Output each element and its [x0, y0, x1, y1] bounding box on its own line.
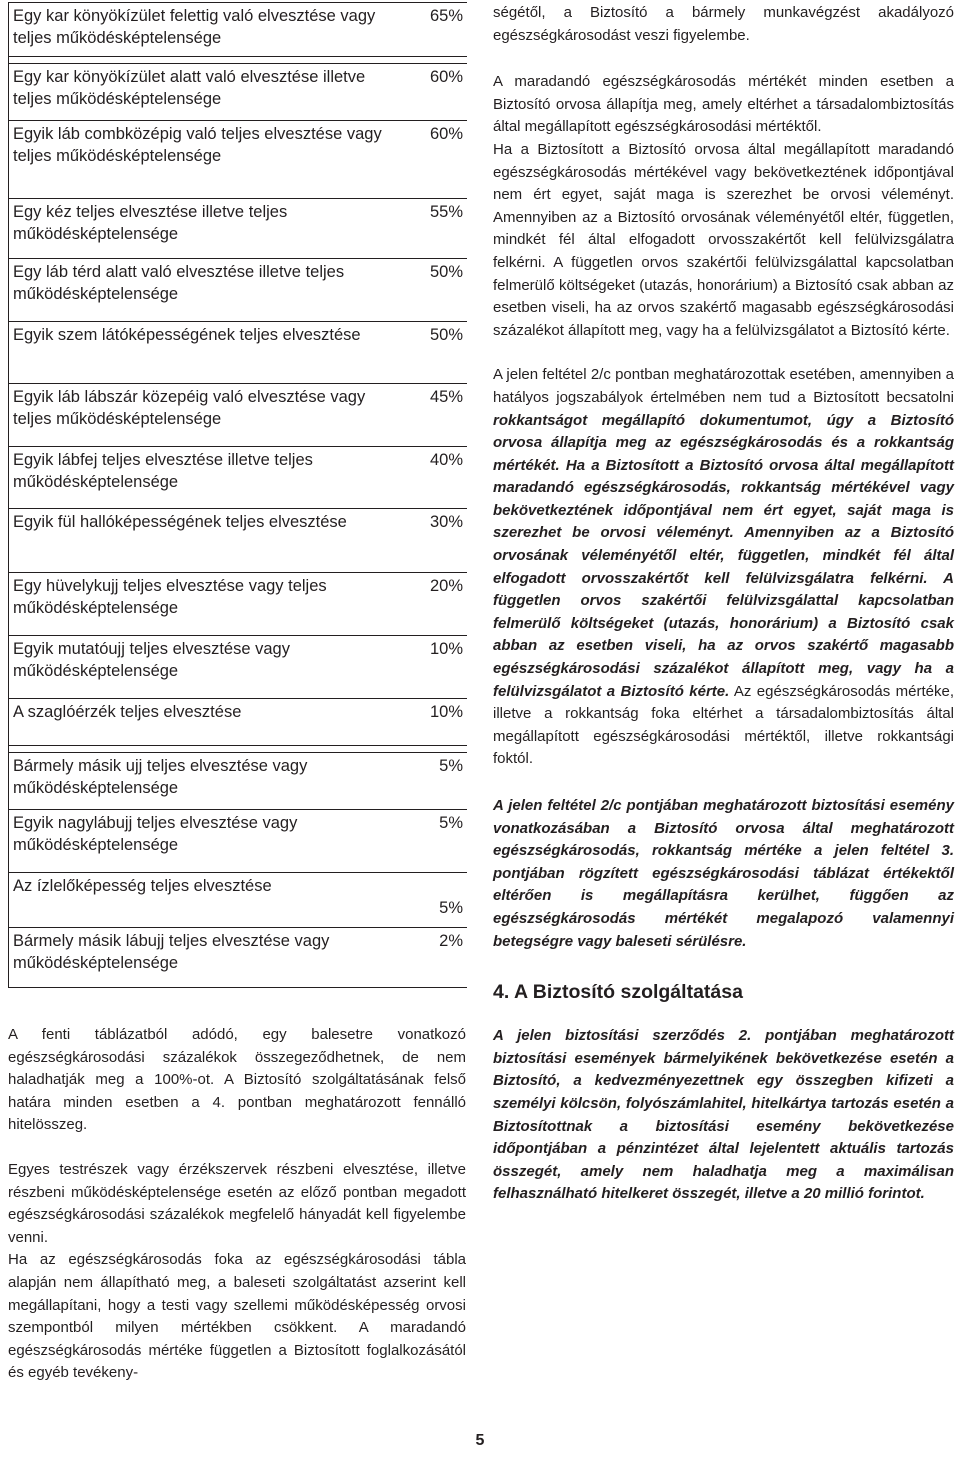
table-row-label: Egyik láb combközépig való teljes elvesztése vagy teljes működésképtelensége [13, 125, 382, 165]
clause-2c-tail: Az egészségkárosodás mértéke, illetve a rokkantság foka eltérhet a társadalombiztosítás által megállapított egészségkárosodási mértéktől, illetve rokkantsági foktól. [493, 682, 954, 768]
table-row [9, 928, 467, 988]
table-row-label: Egy kar könyökízület felettig való elvesztése vagy teljes működésképtelensége [13, 7, 376, 47]
table-row [9, 259, 467, 322]
table-row-label: A szaglóérzék teljes elvesztése [13, 703, 242, 721]
table-spacer [9, 57, 467, 64]
disability-percentage-table [8, 2, 467, 988]
assessment-paragraph: Ha az egészségkárosodás foka az egészségkárosodási tábla alapján nem állapítható meg, a baleseti szolgáltatást azserint kell megállapítani, hogy a testi vagy szellemi működésképesség orvosi szempontból milyen mértékben csökkent. A maradandó egészségkárosodás mértéke független a Biztosított foglalkozásától és egyéb tevékeny- [8, 1251, 466, 1382]
table-row-label: Egyik fül hallóképességének teljes elvesztése [13, 513, 347, 531]
table-row-value: 50% [429, 326, 463, 344]
table-row-value: 5% [439, 814, 463, 832]
table-row-value: 20% [429, 577, 463, 595]
table-spacer [9, 746, 467, 753]
table-row-label: Bármely másik lábujj teljes elvesztése vagy működésképtelensége [13, 932, 330, 972]
table-row-value: 30% [429, 513, 463, 531]
table-row-value: 60% [429, 125, 463, 143]
table-row [9, 509, 467, 573]
table-row [9, 699, 467, 746]
table-row-label: Egyik mutatóujj teljes elvesztése vagy működésképtelensége [13, 640, 290, 680]
table-row-label: Egy kar könyökízület alatt való elvesztése illetve teljes működésképtelensége [13, 68, 366, 108]
table-row [9, 636, 467, 699]
table-row [9, 753, 467, 810]
right-column [493, 2, 954, 1206]
table-row [9, 447, 467, 509]
table-row [9, 199, 467, 259]
assessment-by-doctor-paragraph: A maradandó egészségkárosodás mértékét minden esetben a Biztosító orvosa állapítja meg, amely eltérhet a társadalombiztosítás által megállapított egészségkárosodási mértéktől. [493, 73, 954, 136]
table-row-value: 55% [429, 203, 463, 221]
table-row [9, 64, 467, 121]
table-row [9, 121, 467, 199]
table-row-value: 40% [429, 451, 463, 469]
table-row-value: 5% [439, 899, 463, 917]
table-row [9, 322, 467, 384]
table-row-value: 60% [429, 68, 463, 86]
clause-2c-table-paragraph: A jelen feltétel 2/c pontjában meghatározott biztosítási esemény vonatkozásában a Biztosító orvosa által meghatározott egészségkárosodás, rokkantság mértéke a jelen feltétel 3. pontjában rögzített egészségkárosodási táblázat értékektől eltérően is megállapításra kerülhet, függően az egészségkárosodás mértékét megalapozó valamennyi betegségre vagy baleseti sérülésre. [493, 797, 954, 950]
table-row-label: Egy kéz teljes elvesztése illetve teljes működésképtelensége [13, 203, 288, 243]
table-row-value: 5% [439, 757, 463, 775]
table-row-label: Az ízlelőképesség teljes elvesztése [13, 877, 272, 895]
table-row-label: Egyik láb lábszár közepéig való elvesztése vagy teljes működésképtelensége [13, 388, 366, 428]
clause-2c-text: A jelen feltétel 2/c pontban meghatározottak esetében, amennyiben a hatályos jogszabályok értelmében nem tud a Biztosított becsatolni [493, 366, 954, 406]
table-row-label: Egyik lábfej teljes elvesztése illetve teljes működésképtelensége [13, 451, 313, 491]
partial-loss-paragraph: Egyes testrészek vagy érzékszervek részbeni elvesztése, illetve részbeni működésképtelensége esetén az előző pontban megadott egészségkárosodási százalékok megfelelő hányadát kell figyelembe venni. [8, 1160, 466, 1246]
table-row-value: 45% [429, 388, 463, 406]
disagreement-paragraph: Ha a Biztosított a Biztosító orvosa által megállapított maradandó egészségkárosodás mértékével vagy bekövetkeztének időpontjával nem ért egyet, saját maga is szerezhet be orvosi véleményt. Amennyiben az a Biztosító orvosának véleményétől eltér, független, mindkét fél által elfogadott orvosszakértőt kell felülvizsgálatra felkérni. A független orvos szakértői felülvizsgálattal kapcsolatban felmerülő költségeket (utazás, honorárium) a Biztosító csak abban az esetben viseli, ha az orvos szakértő magasabb egészségkárosodási százalékot állapított meg, vagy ha a felülvizsgálatot a Biztosító kérte. [493, 140, 954, 339]
table-row [9, 573, 467, 636]
table-row [9, 3, 467, 57]
table-row-value: 10% [429, 640, 463, 658]
page-number: 5 [475, 1432, 485, 1449]
section-heading: 4. A Biztosító szolgáltatása [493, 981, 743, 1004]
table-row [9, 384, 467, 447]
table-row-label: Egyik nagylábujj teljes elvesztése vagy működésképtelensége [13, 814, 298, 854]
table-row-value: 10% [429, 703, 463, 721]
table-row [9, 810, 467, 873]
table-row [9, 873, 467, 928]
table-row-value: 65% [429, 7, 463, 25]
clause-2c-paragraph [493, 364, 954, 771]
table-summary-paragraph: A fenti táblázatból adódó, egy balesetre vonatkozó egészségkárosodási százalékok összegeződhetnek, de nem haladhatják meg a 100%-ot. A Biztosító szolgáltatásának felső határa minden esetben a 4. pontban meghatározott fennálló hitelösszeg. [8, 1026, 466, 1134]
left-column [8, 2, 466, 1385]
service-paragraph: A jelen biztosítási szerződés 2. pontjában meghatározott biztosítási események bármelyikének bekövetkezése esetén a Biztosító, a kedvezményezettnek egy összegben kifizeti a személyi kölcsön, folyószámlahitel, hitelkártya tartozás esetén a Biztosítottnak a biztosítási esemény bekövetkezése időpontjában a pénzintézet által lejelentett aktuális tartozás összegét, amely nem haladhatja meg a maximálisan felhasználható hitelkeret összegét, illetve a 20 millió forintot. [493, 1027, 954, 1203]
table-row-label: Egyik szem látóképességének teljes elvesztése [13, 326, 361, 344]
clause-2c-emphasis: rokkantságot megállapító dokumentumot, úgy a Biztosító orvosa állapítja meg az egészségkárosodás és a rokkantság mértékét. Ha a Biztosított a Biztosító orvosa által megállapított maradandó egészségkárosodás, rokkantság mértékével vagy bekövetkeztének időpontjával nem ért egyet, saját maga is szerezhet be orvosi véleményt. Amennyiben az a Biztosító orvosának véleményétől eltér, független, mindkét fél által elfogadott orvosszakértőt kell felülvizsgálatra felkérni. A független orvos szakértői felülvizsgálattal kapcsolatban felmerülő költségeket (utazás, honorárium) a Biztosító csak abban az esetben viseli, ha az orvos szakértő magasabb egészségkárosodási százalékot állapított meg, vagy ha a felülvizsgálatot a Biztosító kérte. [493, 411, 954, 700]
table-row-label: Egy láb térd alatt való elvesztése illetve teljes működésképtelensége [13, 263, 345, 303]
table-row-value: 2% [439, 932, 463, 950]
continuation-paragraph: ségétől, a Biztosító a bármely munkavégzést akadályozó egészségkárosodást veszi figyelembe. [493, 4, 954, 44]
table-row-label: Egy hüvelykujj teljes elvesztése vagy teljes működésképtelensége [13, 577, 327, 617]
table-row-label: Bármely másik ujj teljes elvesztése vagy működésképtelensége [13, 757, 308, 797]
table-row-value: 50% [429, 263, 463, 281]
